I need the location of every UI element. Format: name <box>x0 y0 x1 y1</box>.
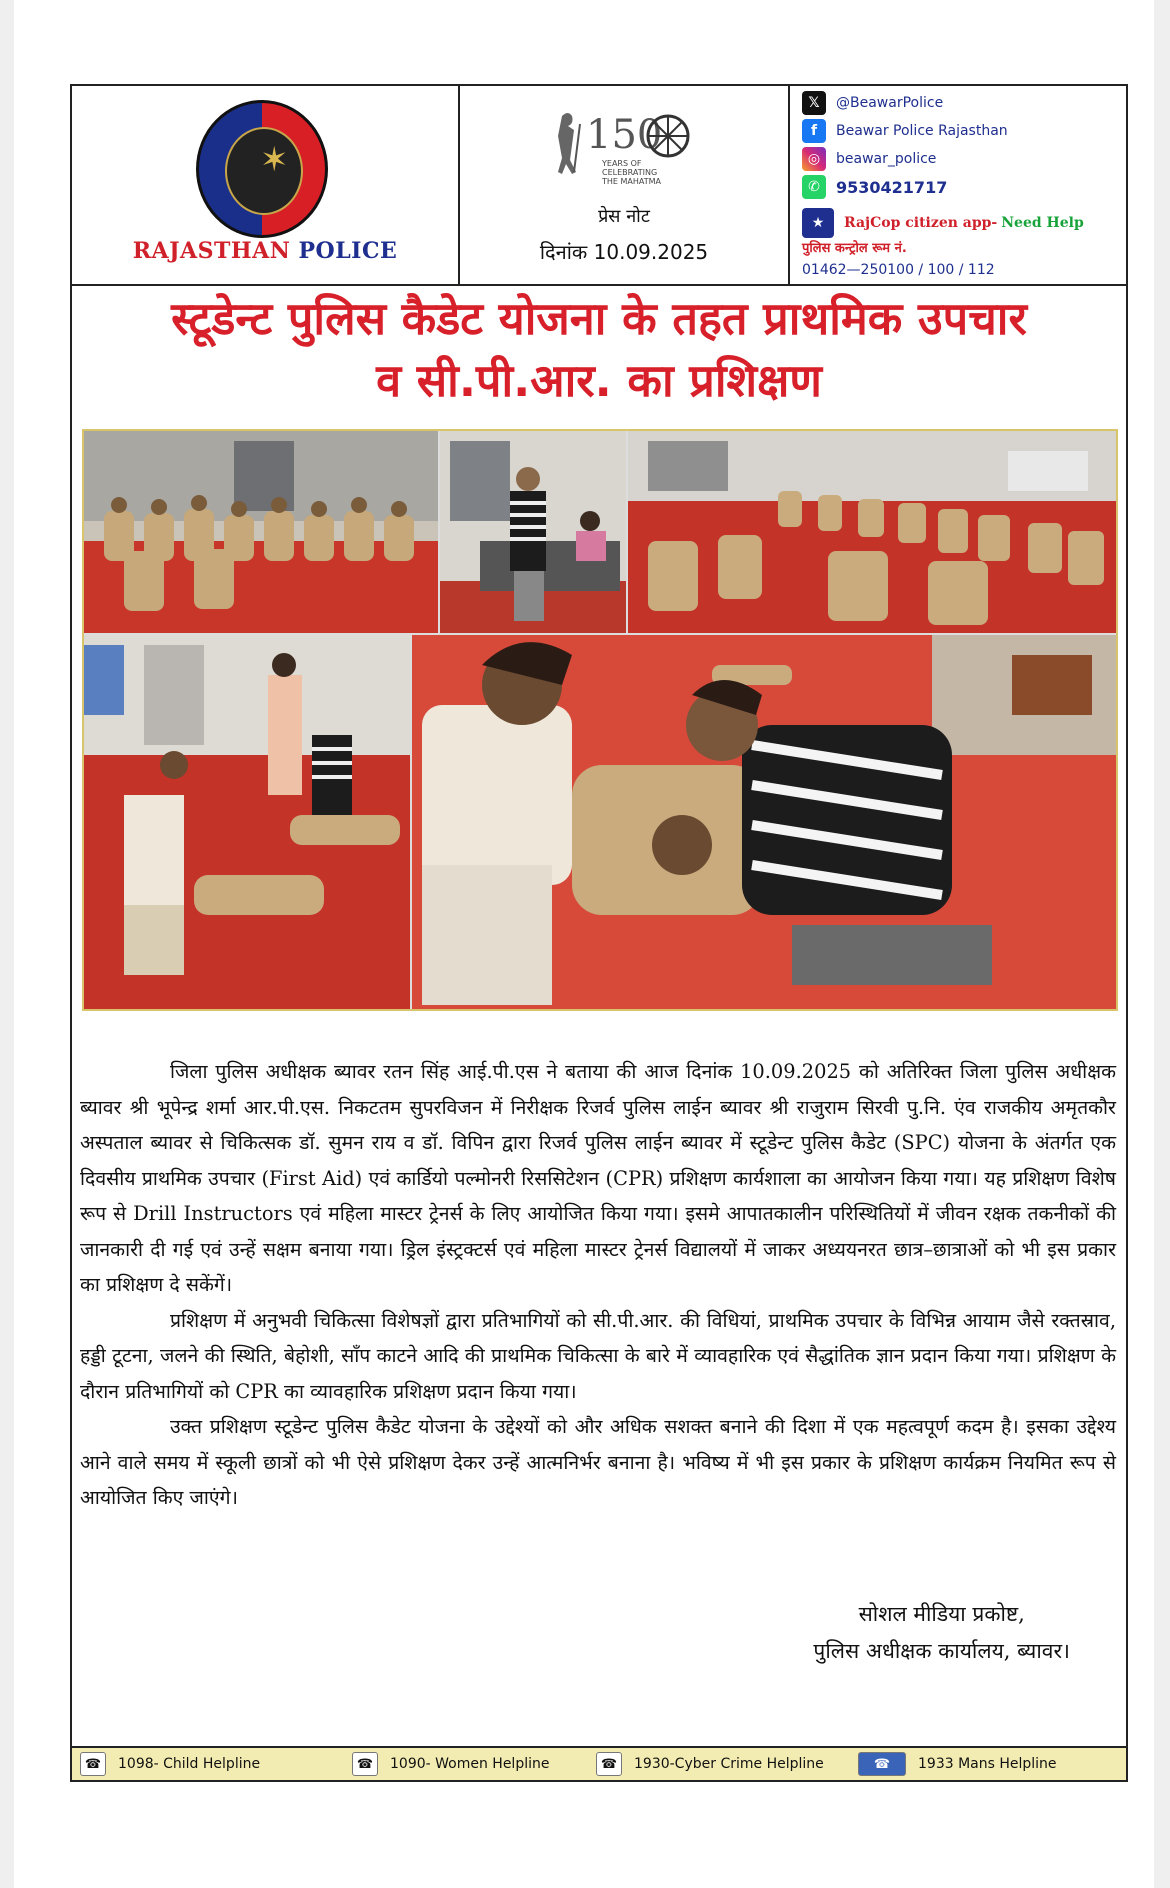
photo-training-session <box>628 431 1116 633</box>
facebook-name: Beawar Police Rajasthan <box>836 123 1008 139</box>
rajcop-app-icon: ★ <box>802 208 834 238</box>
signature-block <box>813 1596 1070 1670</box>
body-paragraph-2: प्रशिक्षण में अनुभवी चिकित्सा विशेषज्ञों द्वारा प्रतिभागियों को सी.पी.आर. की विधियां, प्राथमिक उपचार के विभिन्न आयाम जैसे रक्तस्राव, हड्डी टूटना, जलने की स्थिति, बेहोशी, साँप काटने आदि की प्राथमिक चिकित्सा के बारे में व्यावहारिक एवं सैद्धांतिक ज्ञान प्रदान किया गया। प्रशिक्षण के दौरान प्रतिभागियों को CPR का व्यावहारिक प्रशिक्षण प्रदान किया गया। <box>80 1308 1116 1403</box>
helpline-child <box>80 1750 260 1778</box>
instagram-icon: ◎ <box>802 147 826 171</box>
headline-line1: स्टूडेन्ट पुलिस कैडेट योजना के तहत प्राथमिक उपचार <box>171 292 1027 345</box>
x-handle: @BeawarPolice <box>836 95 944 111</box>
document-sheet <box>14 0 1154 1888</box>
helpline-women <box>352 1750 549 1778</box>
anniversary-line2: CELEBRATING <box>602 168 658 177</box>
control-room-label: पुलिस कन्ट्रोल रूम नं. <box>802 241 907 256</box>
headline <box>72 288 1126 412</box>
control-room-numbers: 01462—250100 / 100 / 112 <box>802 262 995 278</box>
helpline-child-label: 1098- Child Helpline <box>118 1756 261 1772</box>
org-name-part2: POLICE <box>298 238 398 264</box>
whatsapp-link[interactable] <box>802 174 947 200</box>
x-link[interactable] <box>802 90 943 116</box>
x-icon: 𝕏 <box>802 91 826 115</box>
mans-helpline-icon: ☎ <box>858 1752 906 1776</box>
rajcop-app-link[interactable] <box>802 208 1084 238</box>
date-value: 10.09.2025 <box>593 240 709 264</box>
helpline-footer <box>72 1746 1126 1780</box>
body-paragraph-1: जिला पुलिस अधीक्षक ब्यावर रतन सिंह आई.पी.एस ने बताया की आज दिनांक 10.09.2025 को अतिरिक्त जिला पुलिस अधीक्षक ब्यावर श्री भूपेन्द्र शर्मा आर.पी.एस. निकटतम सुपरविजन में निरीक्षक रिजर्व पुलिस लाईन ब्यावर श्री राजुराम सिरवी पु.नि. एंव राजकीय अमृतकौर अस्पताल ब्यावर से चिकित्सक डॉ. सुमन राय व डॉ. विपिन द्वारा रिजर्व पुलिस लाईन ब्यावर में स्टूडेन्ट पुलिस कैडेट (SPC) योजना के अंतर्गत एक दिवसीय प्राथमिक उपचार (First Aid) एवं कार्डियो पल्मोनरी रिससिटेशन (CPR) प्रशिक्षण कार्यशाला का आयोजन किया गया। यह प्रशिक्षण विशेष रूप से Drill Instructors एवं महिला मास्टर ट्रेनर्स के लिए आयोजित किया गया। इसमे आपातकालीन परिस्थितियों में जीवन रक्षक तकनीकों की जानकारी दी गई एवं उन्हें सक्षम बनाया गया। ड्रिल इंस्ट्रक्टर्स एवं महिला मास्टर ट्रेनर्स विद्यालयों में जाकर अध्ययनरत छात्र–छात्राओं को भी इस प्रकार का प्रशिक्षण दे सकेंगें। <box>80 1060 1116 1296</box>
facebook-icon: f <box>802 119 826 143</box>
rajcop-app-label: RajCop citizen app- <box>844 215 998 231</box>
instagram-handle: beawar_police <box>836 151 937 167</box>
women-helpline-icon: ☎ <box>352 1752 378 1776</box>
photo-instructor-speaking <box>440 431 626 633</box>
child-helpline-icon: ☎ <box>80 1752 106 1776</box>
rajasthan-police-badge-icon: ✶ <box>196 100 328 238</box>
anniversary-line1: YEARS OF <box>602 159 642 168</box>
instagram-link[interactable] <box>802 146 936 172</box>
need-help-label: Need Help <box>1001 215 1084 231</box>
helpline-women-label: 1090- Women Helpline <box>390 1756 550 1772</box>
photo-cpr-demonstration <box>84 635 410 1009</box>
date-label: दिनांक <box>539 240 588 264</box>
press-note-body <box>80 1054 1116 1516</box>
whatsapp-number: 9530421717 <box>836 177 948 197</box>
whatsapp-icon: ✆ <box>802 175 826 199</box>
anniversary-line3: THE MAHATMA <box>602 177 662 186</box>
cyber-helpline-icon: ☎ <box>596 1752 622 1776</box>
date-line <box>460 238 788 265</box>
press-note-cell <box>460 86 790 284</box>
gandhi-150-logo-icon <box>544 106 704 188</box>
header <box>72 86 1126 286</box>
anniversary-number: 150 <box>586 112 663 158</box>
press-note-frame <box>70 84 1128 1782</box>
helpline-cyber <box>596 1750 824 1778</box>
police-logo-cell <box>72 86 460 284</box>
org-name-part1: RAJASTHAN <box>132 238 291 264</box>
signature-line1: सोशल मीडिया प्रकोष्ट, <box>858 1602 1025 1626</box>
photo-cpr-closeup <box>412 635 1116 1009</box>
helpline-mans <box>858 1750 1057 1778</box>
body-paragraph-3: उक्त प्रशिक्षण स्टूडेन्ट पुलिस कैडेट योजना के उद्देश्यों को और अधिक सशक्त बनाने की दिशा में एक महत्वपूर्ण कदम है। इसका उद्देश्य आने वाले समय में स्कूली छात्रों को भी ऐसे प्रशिक्षण देकर उन्हें आत्मनिर्भर बनाना है। भविष्य में भी इस प्रकार के प्रशिक्षण कार्यक्रम नियमित रूप से आयोजित किए जाएंगे। <box>80 1415 1116 1509</box>
org-name <box>72 238 458 264</box>
signature-line2: पुलिस अधीक्षक कार्यालय, ब्यावर। <box>813 1639 1070 1663</box>
helpline-mans-label: 1933 Mans Helpline <box>918 1756 1057 1772</box>
headline-line2: व सी.पी.आर. का प्रशिक्षण <box>376 354 822 407</box>
facebook-link[interactable] <box>802 118 1008 144</box>
photo-collage <box>82 429 1118 1011</box>
photo-seated-trainees <box>84 431 438 633</box>
press-note-label: प्रेस नोट <box>598 206 650 227</box>
social-links-cell <box>790 86 1126 284</box>
helpline-cyber-label: 1930-Cyber Crime Helpline <box>634 1756 824 1772</box>
